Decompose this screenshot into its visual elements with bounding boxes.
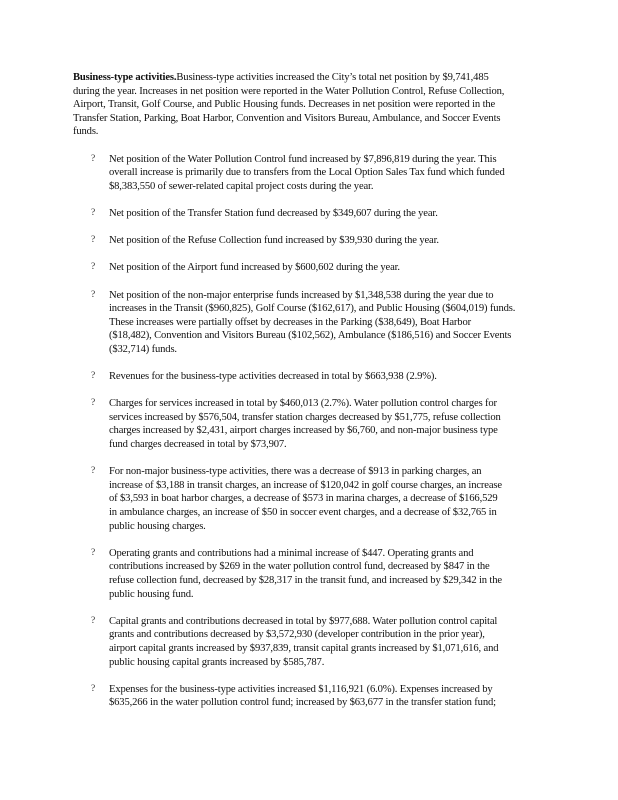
bullet-item <box>73 615 563 669</box>
bullet-line: public housing charges. <box>109 520 206 532</box>
bullet-marker-icon: ? <box>91 235 96 246</box>
bullet-marker-icon: ? <box>91 683 96 694</box>
bullet-line: overall increase is primarily due to transfers from the Local Option Sales Tax fund which funded <box>109 167 505 179</box>
bullet-line: airport capital grants increased by $937,839, transit capital grants increased by $1,071,616, and <box>109 642 499 654</box>
intro-line: Transfer Station, Parking, Boat Harbor, Convention and Visitors Bureau, Ambulance, and Soccer Events <box>73 112 501 124</box>
bullet-line: contributions increased by $269 in the water pollution control fund, decreased by $847 in the <box>109 561 490 573</box>
bullet-item <box>73 370 563 384</box>
bullet-list <box>73 153 563 710</box>
bullet-line: fund charges decreased in total by $73,907. <box>109 439 287 451</box>
bullet-item <box>73 153 563 194</box>
bullet-marker-icon: ? <box>91 371 96 382</box>
bullet-marker-icon: ? <box>91 398 96 409</box>
bullet-line: For non-major business-type activities, there was a decrease of $913 in parking charges, an <box>109 466 482 478</box>
bullet-line: Net position of the Transfer Station fund decreased by $349,607 during the year. <box>109 207 438 219</box>
intro-line: during the year. Increases in net position were reported in the Water Pollution Control, Refuse Collection, <box>73 85 505 97</box>
bullet-item <box>73 261 563 275</box>
bullet-line: Expenses for the business-type activities increased $1,116,921 (6.0%). Expenses increased by <box>109 683 493 695</box>
bullet-item <box>73 207 563 221</box>
intro-paragraph <box>73 71 563 139</box>
intro-line: Airport, Transit, Golf Course, and Public Housing funds. Decreases in net position were reported in the <box>73 99 496 111</box>
bullet-line: increases in the Transit ($960,825), Golf Course ($162,617), and Public Housing ($604,019) funds. <box>109 303 516 315</box>
bullet-line: Net position of the Refuse Collection fund increased by $39,930 during the year. <box>109 235 439 247</box>
bullet-line: public housing capital grants increased by $585,787. <box>109 656 325 668</box>
bullet-marker-icon: ? <box>91 262 96 273</box>
bullet-line: $8,383,550 of sewer-related capital project costs during the year. <box>109 180 374 192</box>
bullet-line: services increased by $576,504, transfer station charges decreased by $51,775, refuse collection <box>109 411 501 423</box>
bullet-item <box>73 289 563 357</box>
bullet-item <box>73 465 563 533</box>
document-page <box>73 71 563 724</box>
bullet-line: grants and contributions decreased by $3,572,930 (developer contribution in the prior year), <box>109 629 485 641</box>
bullet-marker-icon: ? <box>91 615 96 626</box>
bullet-marker-icon: ? <box>91 547 96 558</box>
bullet-line: Net position of the non-major enterprise funds increased by $1,348,538 during the year due to <box>109 289 494 301</box>
bullet-line: increase of $3,188 in transit charges, an increase of $120,042 in golf course charges, an increase <box>109 479 502 491</box>
bullet-item <box>73 397 563 451</box>
bullet-line: ($18,482), Convention and Visitors Bureau ($102,562), Ambulance ($186,516) and Soccer Events <box>109 330 512 342</box>
bullet-marker-icon: ? <box>91 466 96 477</box>
bullet-line: Charges for services increased in total by $460,013 (2.7%). Water pollution control charges for <box>109 398 497 410</box>
section-heading: Business-type activities. <box>73 72 177 83</box>
bullet-marker-icon: ? <box>91 153 96 164</box>
bullet-line: Operating grants and contributions had a minimal increase of $447. Operating grants and <box>109 547 474 559</box>
bullet-line: charges increased by $2,431, airport charges increased by $6,760, and non-major business type <box>109 425 498 437</box>
bullet-item <box>73 683 563 710</box>
bullet-line: of $3,593 in boat harbor charges, a decrease of $573 in marina charges, a decrease of $166,529 <box>109 493 498 505</box>
bullet-item <box>73 547 563 601</box>
bullet-line: Capital grants and contributions decreased in total by $977,688. Water pollution control capital <box>109 615 498 627</box>
bullet-marker-icon: ? <box>91 289 96 300</box>
bullet-item <box>73 234 563 248</box>
bullet-marker-icon: ? <box>91 207 96 218</box>
bullet-line: ($32,714) funds. <box>109 343 177 355</box>
bullet-line: $635,266 in the water pollution control fund; increased by $63,677 in the transfer station fund; <box>109 697 496 709</box>
bullet-line: Net position of the Airport fund increased by $600,602 during the year. <box>109 262 400 274</box>
bullet-line: in ambulance charges, an increase of $50 in soccer event charges, and a decrease of $32,765 in <box>109 507 497 518</box>
bullet-line: These increases were partially offset by decreases in the Parking ($38,649), Boat Harbor <box>109 316 471 328</box>
bullet-line: refuse collection fund, decreased by $28,317 in the transit fund, and increased by $29,342 in the <box>109 574 502 586</box>
intro-line: Business-type activities increased the City’s total net position by $9,741,485 <box>176 72 489 83</box>
bullet-line: Net position of the Water Pollution Control fund increased by $7,896,819 during the year. This <box>109 153 497 165</box>
intro-line: funds. <box>73 126 99 138</box>
bullet-line: Revenues for the business-type activities decreased in total by $663,938 (2.9%). <box>109 371 437 383</box>
bullet-line: public housing fund. <box>109 588 194 600</box>
